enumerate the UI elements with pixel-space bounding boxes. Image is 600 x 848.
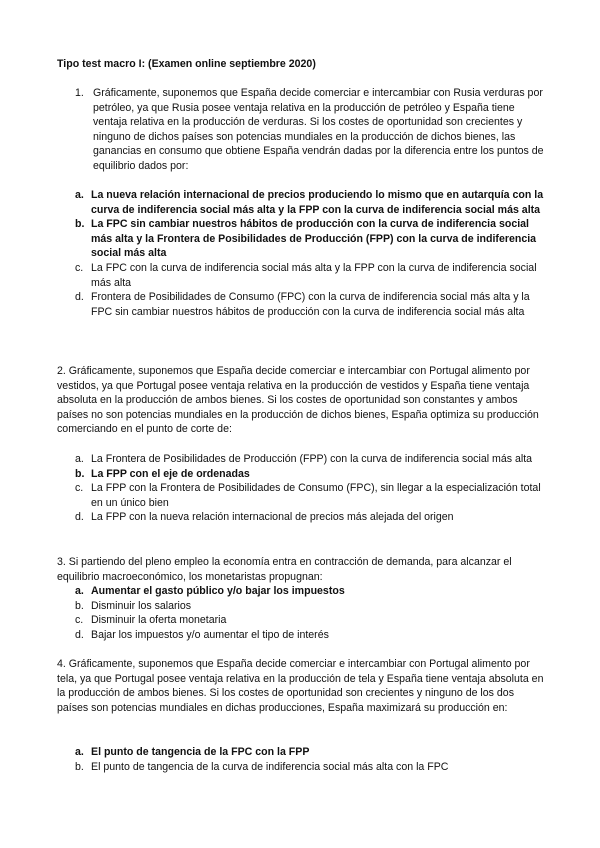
option-label: c. bbox=[75, 261, 84, 274]
option-label: c. bbox=[75, 614, 84, 627]
option-text: La FPP con el eje de ordenadas bbox=[91, 467, 250, 480]
document-title: Tipo test macro I: (Examen online septiembre 2020) bbox=[57, 58, 316, 70]
option-text: La nueva relación internacional de precios produciendo lo mismo que en autarquía con la curva de indiferencia social más alta y la FPP con la curva de indiferencia social más alta bbox=[91, 189, 544, 216]
question-3-options bbox=[75, 584, 547, 642]
question-2-options bbox=[75, 452, 547, 525]
option-d bbox=[75, 628, 547, 643]
option-d bbox=[75, 510, 547, 525]
option-text: Bajar los impuestos y/o aumentar el tipo de interés bbox=[91, 628, 329, 641]
option-c bbox=[75, 613, 547, 628]
option-label: b. bbox=[75, 760, 84, 773]
option-text: Frontera de Posibilidades de Consumo (FPC) con la curva de indiferencia social más alta y la FPC sin cambiar nuestros hábitos de producción con la curva de indiferencia social más alta bbox=[91, 291, 530, 318]
option-c bbox=[75, 261, 547, 290]
option-text: La Frontera de Posibilidades de Producción (FPP) con la curva de indiferencia social más alta bbox=[91, 453, 533, 465]
option-b bbox=[75, 599, 547, 614]
option-a bbox=[75, 584, 547, 599]
option-a bbox=[75, 452, 547, 467]
option-text: El punto de tangencia de la FPC con la FPP bbox=[91, 746, 310, 758]
question-4-options bbox=[75, 745, 547, 774]
question-1-text: Gráficamente, suponemos que España decide comerciar e intercambiar con Rusia verduras por petróleo, ya que Rusia posee ventaja relativa en la producción de petróleo y España tiene ventaja relativa en la producción de verduras. Si los costes de oportunidad son crecientes y ninguno de dichos países son potencias mundiales en la producción de dichos bienes, las ganancias en consumo que obtiene España vendrán dadas por la diferencia entre los puntos de equilibrio dados por: bbox=[93, 87, 544, 172]
option-text: Aumentar el gasto público y/o bajar los impuestos bbox=[91, 585, 345, 597]
option-label: b. bbox=[75, 218, 85, 231]
option-text: El punto de tangencia de la curva de indiferencia social más alta con la FPC bbox=[91, 760, 449, 773]
option-label: a. bbox=[75, 585, 84, 597]
option-label: a. bbox=[75, 189, 84, 201]
option-label: a. bbox=[75, 453, 84, 465]
option-label: c. bbox=[75, 482, 84, 495]
option-b bbox=[75, 467, 547, 482]
option-a bbox=[75, 745, 547, 760]
option-text: Disminuir los salarios bbox=[91, 599, 192, 612]
question-1-number: 1. bbox=[75, 87, 84, 99]
option-label: d. bbox=[75, 291, 84, 304]
option-label: d. bbox=[75, 628, 84, 641]
option-label: b. bbox=[75, 467, 85, 480]
question-3-text: 3. Si partiendo del pleno empleo la economía entra en contracción de demanda, para alcanzar el equilibrio macroeconómico, los monetaristas propugnan: bbox=[57, 556, 512, 583]
option-text: La FPC con la curva de indiferencia social más alta y la FPP con la curva de indiferencia social más alta bbox=[91, 261, 537, 289]
option-label: a. bbox=[75, 746, 84, 758]
option-text: La FPP con la nueva relación internacional de precios más alejada del origen bbox=[91, 511, 454, 524]
option-text: La FPP con la Frontera de Posibilidades de Consumo (FPC), sin llegar a la especialización total en un único bien bbox=[91, 482, 541, 509]
question-1 bbox=[75, 86, 545, 174]
option-label: b. bbox=[75, 599, 84, 612]
question-1-options bbox=[75, 188, 547, 319]
question-4-text: 4. Gráficamente, suponemos que España decide comerciar e intercambiar con Portugal alimento por tela, ya que Portugal posee ventaja relativa en la producción de tela y España tiene ventaja absoluta en la producción de ambos bienes. Si los costes de oportunidad son crecientes y ninguno de los dos países son potencias mundiales en dichas producciones, España maximizará su producción en: bbox=[57, 658, 544, 714]
option-label: d. bbox=[75, 511, 84, 524]
option-b bbox=[75, 217, 547, 261]
option-b bbox=[75, 760, 547, 775]
option-text: La FPC sin cambiar nuestros hábitos de producción con la curva de indiferencia social más alta y la Frontera de Posibilidades de Producción (FPP) con la curva de indiferencia social más alta bbox=[91, 218, 537, 260]
option-c bbox=[75, 481, 547, 510]
option-d bbox=[75, 290, 547, 319]
question-2-text: 2. Gráficamente, suponemos que España decide comerciar e intercambiar con Portugal alimento por vestidos, ya que Portugal posee ventaja relativa en la producción de vestidos y España tiene ventaja absoluta en la producción de ambos bienes. Si los costes de oportunidad son constantes y ambos países no son potencias mundiales en la producción de dichos bienes, España optimiza su producción comerciando en el punto de corte de: bbox=[57, 365, 539, 436]
option-text: Disminuir la oferta monetaria bbox=[91, 614, 227, 627]
option-a bbox=[75, 188, 547, 217]
